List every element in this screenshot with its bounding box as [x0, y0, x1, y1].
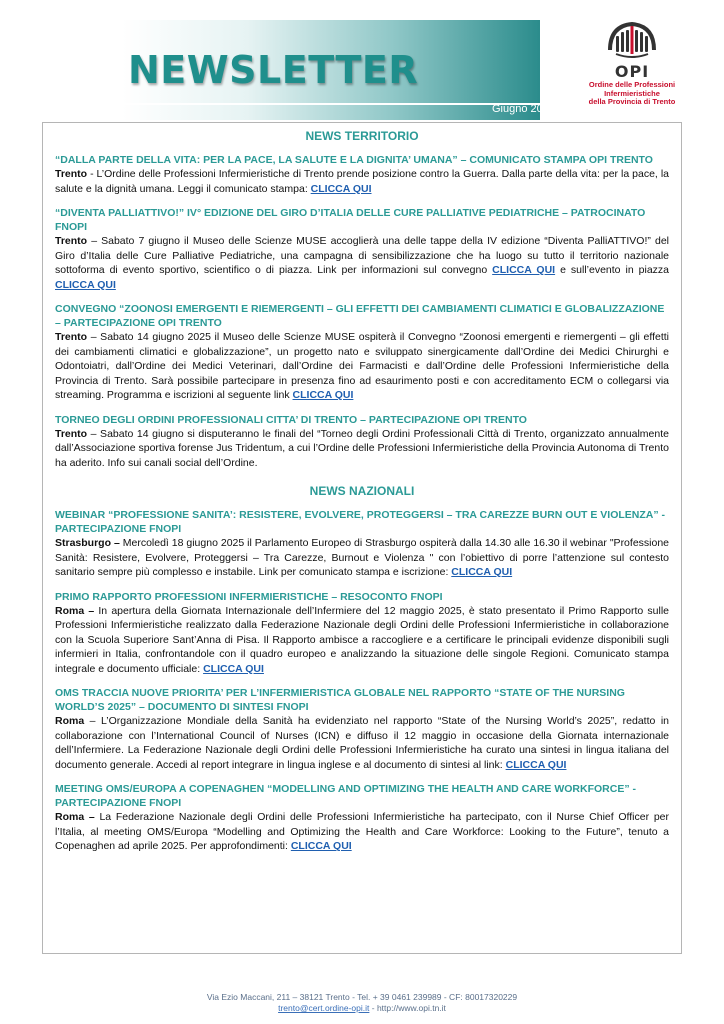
clicca-qui-link[interactable]: CLICCA QUI [203, 662, 264, 675]
article-location: Trento [55, 427, 88, 440]
newsletter-title: NEWSLETTER [128, 48, 419, 92]
article-item [55, 686, 669, 772]
clicca-qui-link[interactable]: CLICCA QUI [292, 389, 354, 401]
article-title: “DIVENTA PALLIATTIVO!” IV° EDIZIONE DEL GIRO D’ITALIA DELLE CURE PALLIATIVE PEDIATRICHE – PATROCINATO FNOPI [55, 207, 646, 233]
footer-address: Via Ezio Maccani, 211 – 38121 Trento - Tel. + 39 0461 239989 - CF: 80017320229 [206, 992, 518, 1002]
logo-abbreviation: OPI [614, 62, 650, 81]
section-title-nazionali: NEWS NAZIONALI [309, 484, 415, 498]
footer [0, 992, 724, 1014]
article-location: Trento [55, 168, 88, 180]
article-text: – Sabato 7 giugno il Museo delle Scienze MUSE accoglierà una delle tappe della IV edizione “Diventa PalliATTIVO!” del Giro d’Italia delle Cure Palliative Pediatriche, una campagna di sensibilizzazione che ha luogo su tutto il territorio nazionale sottoforma di evento sportivo, scientifico o di piazza. Link per informazioni sul convegno [55, 235, 669, 276]
article-body [55, 536, 669, 580]
article-body [55, 330, 669, 403]
article-body [55, 714, 669, 772]
footer-email-link[interactable]: trento@cert.ordine-opi.it [278, 1003, 370, 1013]
logo-line: Ordine delle Professioni [588, 80, 676, 89]
article-text: In apertura della Giornata Internazionale dell’Infermiere del 12 maggio 2025, è stato presentato il Primo Rapporto sulle Professioni Infermieristiche realizzato dalla Federazione Nazionale degli Ordini delle Professioni Infermieristiche in collaborazione con la Scuola Superiore Sant’Anna di Pisa. Il Rapporto ambisce a raccogliere e a certificare le principali evidenze disponibili sugli infermieri in Italia, confrontandole con il quadro europeo e analizzando la situazione delle singole Regioni. Comunicato stampa integrale e documento ufficiale: [55, 604, 669, 675]
logo-line: Infermieristiche [604, 88, 660, 98]
article-title: OMS TRACCIA NUOVE PRIORITA’ PER L’INFERMIERISTICA GLOBALE NEL RAPPORTO “STATE OF THE NURSING WORLD’S 2025” – DOCUMENTO DI SINTESI FNOPI [55, 687, 625, 713]
article-location: Roma [55, 715, 85, 727]
article-item [55, 153, 669, 196]
article-location: Roma – [55, 811, 95, 823]
opi-logo [572, 20, 692, 120]
article-item [55, 413, 669, 471]
opi-emblem-icon [606, 20, 658, 60]
article-title: PRIMO RAPPORTO PROFESSIONI INFERMIERISTICHE – RESOCONTO FNOPI [55, 590, 443, 603]
article-body [55, 234, 669, 292]
article-title: CONVEGNO “ZOONOSI EMERGENTI E RIEMERGENTI – GLI EFFETTI DEI CAMBIAMENTI CLIMATICI E GLOBALIZZAZIONE – PARTECIPAZIONE OPI TRENTO [55, 303, 665, 329]
newsletter-content [42, 122, 682, 954]
article-item [55, 508, 669, 580]
article-title: TORNEO DEGLI ORDINI PROFESSIONALI CITTA’ DI TRENTO – PARTECIPAZIONE OPI TRENTO [55, 413, 527, 426]
article-title: WEBINAR “PROFESSIONE SANITA’: RESISTERE, EVOLVERE, PROTEGGERSI – TRA CAREZZE BURN OUT E VIOLENZA” - PARTECIPAZIONE FNOPI [55, 509, 666, 535]
article-text: – Sabato 14 giugno si disputeranno le finali del “Torneo degli Ordini Professionali Città di Trento, organizzato annualmente dall’Associazione sportiva forense Jus Tridentum, a cui l’Ordine delle Professioni Infermieristiche della Provincia Autonoma di Trento ha aderito. Info sui canali social dell’Ordine. [55, 427, 669, 469]
issue-date: Giugno 2025 [492, 103, 555, 115]
article-text: - L’Ordine delle Professioni Infermieristiche di Trento prende posizione contro la Guerra. Dalla parte della vita: per la pace, la salute e la dignità umana. Leggi il comunicato stampa: [55, 168, 669, 195]
clicca-qui-link[interactable]: CLICCA QUI [492, 264, 556, 276]
article-item [55, 302, 669, 403]
article-body [55, 810, 669, 854]
clicca-qui-link[interactable]: CLICCA QUI [55, 278, 116, 291]
article-text: La Federazione Nazionale degli Ordini delle Professioni Infermieristiche ha partecipato, con il Nurse Chief Officer per l’Italia, al meeting OMS/Europa “Modelling and Optimizing the Health and Care Workforce: Looking to the Future”, tenuto a Copenaghen ad aprile 2025. Per approfondimenti: [55, 811, 669, 852]
article-text: e sull’evento in piazza [555, 264, 670, 276]
article-text: Mercoledì 18 giugno 2025 il Parlamento Europeo di Strasburgo ospiterà dalla 14.30 alle 16.30 il webinar "Professione Sanità: Resistere, Evolvere, Proteggersi – Tra Carezze, Burnout e Violenza " con l’obiettivo di porre l’attenzione sul contesto sanitario sempre più complesso e instabile. Link per comunicato stampa e iscrizione: [55, 537, 670, 578]
article-item [55, 782, 669, 854]
article-body [55, 604, 669, 677]
header-divider [122, 103, 540, 105]
section-title-territorio: NEWS TERRITORIO [305, 129, 419, 143]
clicca-qui-link[interactable]: CLICCA QUI [290, 840, 352, 852]
clicca-qui-link[interactable]: CLICCA QUI [451, 566, 513, 578]
logo-line: della Provincia di Trento [588, 97, 676, 106]
article-body [55, 167, 669, 196]
footer-contacts [0, 1003, 724, 1014]
article-location: Trento [55, 331, 88, 343]
footer-website: - http://www.opi.tn.it [369, 1003, 446, 1013]
article-text: – Sabato 14 giugno 2025 il Museo delle Scienze MUSE ospiterà il Convegno “Zoonosi emergenti e riemergenti – gli effetti dei cambiamenti climatici e globalizzazione”, un progetto nato e sviluppato sinergicamente dall’Ordine dei Medici Chirurghi e Odontoiatri, dall’Ordine dei Medici Veterinari, dall’Ordine dei Farmacisti e dall’Ordine delle Professioni Infermieristiche della Provincia di Trento. Sarà possibile partecipare in presenza fino ad esaurimento posti e con accreditamento ECM o collegarsi via streaming. Programma e iscrizioni al seguente link [55, 331, 669, 401]
article-title: MEETING OMS/EUROPA A COPENAGHEN “MODELLING AND OPTIMIZING THE HEALTH AND CARE WORKFORCE” - PARTECIPAZIONE FNOPI [55, 783, 636, 809]
article-title: “DALLA PARTE DELLA VITA: PER LA PACE, LA SALUTE E LA DIGNITA’ UMANA” – COMUNICATO STAMPA OPI TRENTO [55, 154, 653, 166]
article-text: – L’Organizzazione Mondiale della Sanità ha evidenziato nel rapporto “State of the Nursing World’s 2025”, redatto in collaborazione con l’International Council of Nurses (ICN) e diffuso il 12 maggio in occasione della Giornata internazionale dell’Infermiere. La Federazione Nazionale degli Ordini delle Professioni Infermieristiche ha curato una sintesi in lingua italiana del documento generale. Accedi al report integrare in lingua inglese e al documento di sintesi al link: [55, 715, 669, 771]
article-location: Roma – [55, 604, 95, 617]
article-body [55, 427, 669, 471]
clicca-qui-link[interactable]: CLICCA QUI [310, 182, 372, 195]
article-location: Trento [55, 235, 88, 247]
article-item [55, 206, 669, 292]
article-location: Strasburgo – [55, 537, 120, 549]
article-item [55, 590, 669, 677]
clicca-qui-link[interactable]: CLICCA QUI [505, 758, 567, 771]
